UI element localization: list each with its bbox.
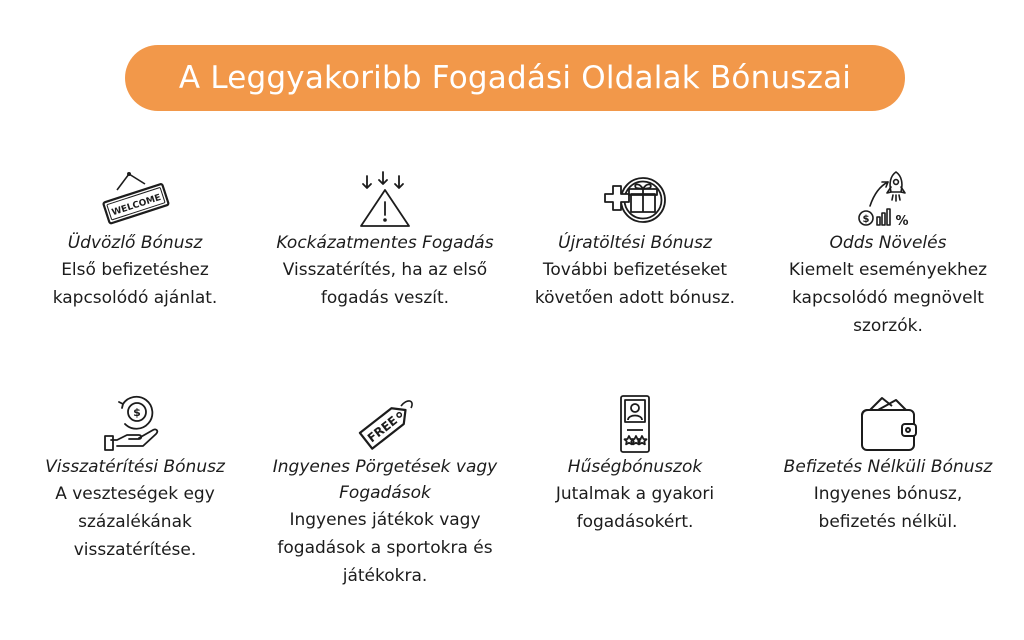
bonus-card-no-deposit bbox=[768, 394, 1008, 536]
bonus-card-description: Első befizetéshez kapcsolódó ajánlat. bbox=[52, 260, 218, 308]
bonus-card-description: Kiemelt eseményekhez kapcsolódó megnövelt szorzók. bbox=[788, 260, 988, 336]
welcome-sign-text: WELCOME bbox=[110, 192, 163, 219]
bonus-card-odds-boost bbox=[768, 170, 1008, 340]
svg-text:$: $ bbox=[862, 214, 870, 225]
bonus-card-title: Hűségbónuszok bbox=[567, 457, 703, 477]
cashback-hand-icon bbox=[99, 394, 171, 454]
bonus-card-description: Visszatérítés, ha az első fogadás veszít. bbox=[282, 260, 488, 308]
bonus-card-description: A veszteségek egy százalékának visszatérítése. bbox=[55, 484, 215, 560]
bonus-card-welcome bbox=[15, 170, 255, 312]
bonus-card-cashback bbox=[15, 394, 255, 564]
svg-text:$: $ bbox=[133, 406, 141, 419]
bonus-card-title: Kockázatmentes Fogadás bbox=[276, 233, 494, 253]
bonus-card-description: Ingyenes bónusz, befizetés nélkül. bbox=[813, 484, 963, 532]
bonus-card-title: Újratöltési Bónusz bbox=[558, 233, 712, 253]
loyalty-card-icon bbox=[599, 394, 671, 454]
page-title bbox=[125, 45, 905, 111]
rocket-growth-icon bbox=[852, 170, 924, 230]
bonus-card-description: További befizetéseket követően adott bónusz. bbox=[534, 260, 736, 308]
bonus-card-title: Visszatérítési Bónusz bbox=[45, 457, 225, 477]
bonus-card-description: Ingyenes játékok vagy fogadások a sportokra és játékokra. bbox=[277, 510, 493, 586]
bonus-card-title: Odds Növelés bbox=[829, 233, 947, 253]
page-title-text: A Leggyakoribb Fogadási Oldalak Bónuszai bbox=[178, 60, 852, 96]
free-tag-text: FREE bbox=[364, 413, 401, 446]
bonus-card-description: Jutalmak a gyakori fogadásokért. bbox=[555, 484, 715, 532]
free-tag-icon bbox=[349, 394, 421, 454]
wallet-icon bbox=[852, 394, 924, 454]
bonus-card-loyalty bbox=[515, 394, 755, 536]
bonus-card-title: Befizetés Nélküli Bónusz bbox=[783, 457, 993, 477]
bonus-card-free-spins bbox=[265, 394, 505, 590]
bonus-card-risk-free bbox=[265, 170, 505, 312]
welcome-sign-icon bbox=[99, 170, 171, 230]
risk-warning-icon bbox=[349, 170, 421, 230]
gift-plus-icon bbox=[599, 170, 671, 230]
bonus-card-title: Ingyenes Pörgetések vagy Fogadások bbox=[272, 457, 498, 503]
bonus-card-reload bbox=[515, 170, 755, 312]
svg-text:%: % bbox=[895, 214, 909, 229]
bonus-card-title: Üdvözlő Bónusz bbox=[67, 233, 203, 253]
